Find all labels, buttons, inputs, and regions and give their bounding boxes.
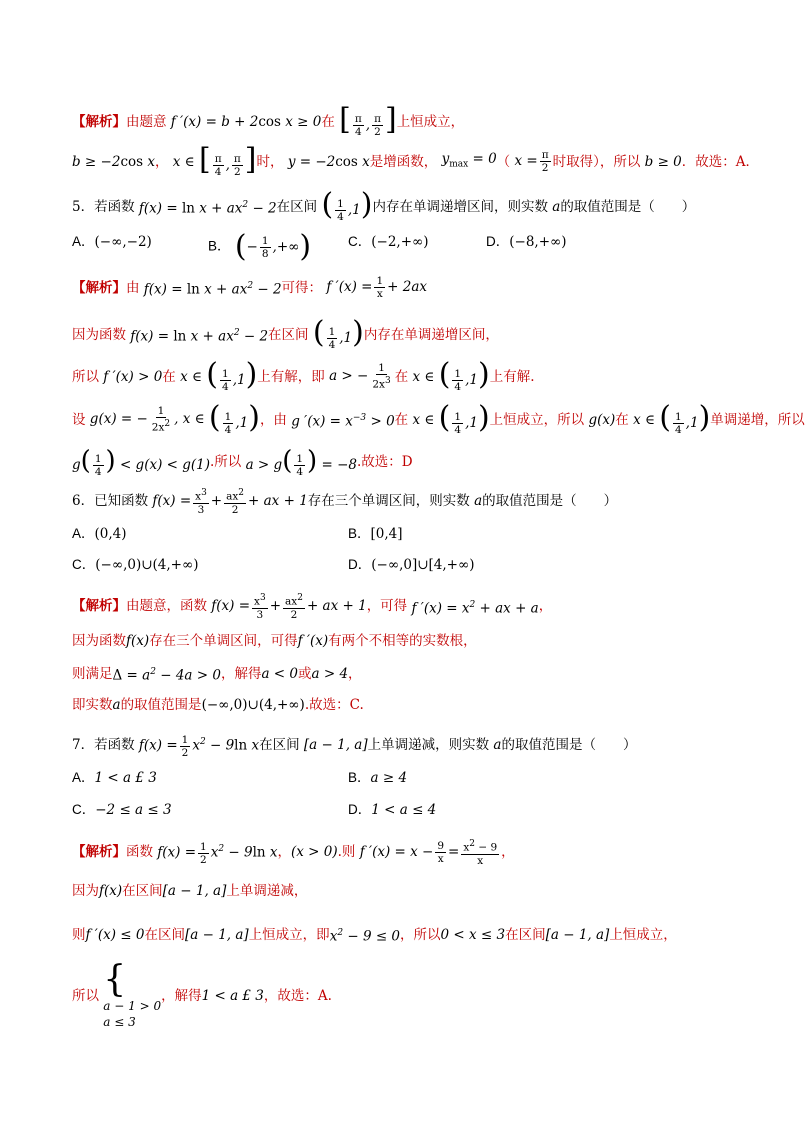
math-interval: ( $\frac{1}{4}$ ,1) <box>438 400 490 436</box>
option-6-d[interactable]: D．(−∞,0]∪[4,+∞) <box>348 557 475 573</box>
math-expr: f(x) = $\frac{x3}{3}$ + $\frac{ax2}{2}$ + ax + 1 <box>152 488 308 516</box>
math-expr: x ∈ <box>172 153 195 170</box>
option-6-b[interactable]: B．[0,4] <box>348 526 403 542</box>
math-expr: f ′(x) > 0 <box>103 368 163 385</box>
option-6-a[interactable]: A．(0,4) <box>72 526 127 542</box>
math-expr: f ′(x) = x − $\frac{9}{x}$ = $\frac{x2 - 9}{x}$ <box>359 839 498 867</box>
option-6-c[interactable]: C．(−∞,0)∪(4,+∞) <box>72 557 199 573</box>
math-expr: f $'(x) = x^2$ + ax + a <box>411 599 539 616</box>
math-expr: g(x) = − $\frac{1}{2x2}$ , x ∈ <box>89 405 205 434</box>
analysis-5-line-4: 设 g(x) = − $\frac{1}{2x2}$ , x ∈ ( $\frac{1}{4}$ ,1)，由 g $'(x) = x^{-3} > 0$在 x ∈ ( $\frac{1}{4}$ ,1)上恒成立，所以 g(x)在 x ∈ ( $\frac{1}{4}$ ,1)单调递增，所以 <box>72 400 805 436</box>
analysis-4-line-2: b ≥ −2cos x， x ∈ [ $\frac{\pi}{4}$ , $\frac{\pi}{2}$ ]时， y = −2cos x是增函数， $y_{max} = 0$（ x = $\frac{\pi}{2}$ 时取得），所以 b ≥ 0．故选：A． <box>72 142 760 178</box>
analysis-label: 【解析】 <box>72 598 126 614</box>
math-expr: $f(x) = \ln x + ax^2 - 2$ <box>138 199 277 217</box>
math-interval: ( − $\frac{1}{8}$ ,+∞ ) <box>234 229 312 264</box>
option-5-d[interactable]: D．(−8,+∞) <box>486 234 567 250</box>
math-interval: ( $\frac{1}{4}$ ,1) <box>321 187 373 223</box>
analysis-7-line-3: 则f ′(x) ≤ 0在区间[a − 1, a]上恒成立，即$x^2 - 9 \le 0$，所以0 < x ≤ 3在区间[a − 1, a]上恒成立， <box>72 926 677 945</box>
math-expr: y = −2cos x <box>287 153 370 170</box>
math-expr: x = $\frac{\pi}{2}$ <box>514 149 549 174</box>
math-interval: ( $\frac{1}{4}$ ,1) <box>312 315 364 351</box>
option-5-c[interactable]: C．(−2,+∞) <box>348 234 429 250</box>
math-interval: ( $\frac{1}{4}$ ,1) <box>659 400 711 436</box>
math-expr: f ′(x) = $\frac{1}{x}$ + 2ax <box>326 275 427 300</box>
analysis-5-line-2: 因为函数 $f(x) = \ln x + ax^2 - 2$在区间 ( $\frac{1}{4}$ ,1)内存在单调递增区间， <box>72 315 499 351</box>
option-5-a[interactable]: A．(−∞,−2) <box>72 234 152 250</box>
math-expr: g( $\frac{1}{4}$ ) < g(x) < g(1) <box>72 446 210 478</box>
math-interval: ( $\frac{1}{4}$ ,1) <box>208 400 260 436</box>
math-expr: f ′(x) = b + 2cos x ≥ 0 <box>170 113 322 130</box>
analysis-label: 【解析】 <box>72 844 126 860</box>
analysis-7-line-2: 因为f(x)在区间[a − 1, a]上单调递减， <box>72 882 308 899</box>
analysis-6-line-2: 因为函数f(x)存在三个单调区间，可得f ′(x)有两个不相等的实数根， <box>72 632 477 649</box>
analysis-label: 【解析】 <box>72 279 126 295</box>
analysis-6-line-4: 即实数a的取值范围是(−∞,0)∪(4,+∞).故选：C. <box>72 696 364 713</box>
question-6: 6．已知函数 f(x) = $\frac{x3}{3}$ + $\frac{ax2}{2}$ + ax + 1存在三个单调区间，则实数 a的取值范围是（ ） <box>72 488 618 516</box>
math-expr: a > g( $\frac{1}{4}$ ) = −8 <box>245 446 357 478</box>
math-expr: a > − $\frac{1}{2x3}$ <box>329 362 391 391</box>
math-expr: g $'(x) = x^{-3} > 0$ <box>291 412 395 430</box>
analysis-5-line-3: 所以 f ′(x) > 0在 x ∈ ( $\frac{1}{4}$ ,1)上有解，即 a > − $\frac{1}{2x3}$ 在 x ∈ ( $\frac{1}{4}$ ,1)上有解. <box>72 357 535 393</box>
math-expr: b ≥ 0 <box>644 153 682 170</box>
math-expr: $f(x) = \ln x + ax^2 - 2$ <box>143 280 282 298</box>
analysis-6-line-3: 则满足$\Delta = a^2 - 4a > 0$，解得a < 0或a > 4， <box>72 662 362 686</box>
math-expr: $y_{max} = 0$ <box>441 150 497 170</box>
math-expr: f(x) = $\frac{1}{2}$ $x^2 - 9\ln$ x <box>157 840 278 866</box>
math-interval: [ $\frac{\pi}{4}$ , $\frac{\pi}{2}$ ] <box>198 142 257 178</box>
analysis-6-line-1: 【解析】由题意，函数 f(x) = $\frac{x3}{3}$ + $\frac{ax2}{2}$ + ax + 1，可得 f $'(x) = x^2$ + ax + a， <box>72 593 553 621</box>
math-expr: $f(x) = \ln x + ax^2 - 2$ <box>130 327 269 345</box>
math-expr: f(x) = $\frac{x3}{3}$ + $\frac{ax2}{2}$ + ax + 1 <box>211 593 367 621</box>
option-7-a[interactable]: A．1 < a £ 3 <box>72 770 157 786</box>
analysis-7-line-1: 【解析】函数 f(x) = $\frac{1}{2}$ $x^2 - 9\ln$ x，(x > 0).则 f ′(x) = x − $\frac{9}{x}$ = $\frac{x2 - 9}{x}$ ， <box>72 839 515 867</box>
analysis-7-line-4: 所以 { a − 1 > 0 a ≤ 3 ，解得1 < a £ 3，故选：A. <box>72 959 332 1029</box>
question-5: 5．若函数 $f(x) = \ln x + ax^2 - 2$在区间 ( $\frac{1}{4}$ ,1)内存在单调递增区间，则实数 a的取值范围是（ ） <box>72 187 696 223</box>
analysis-4-line-1: 【解析】由题意 f ′(x) = b + 2cos x ≥ 0在 [ $\frac{\pi}{4}$ , $\frac{\pi}{2}$ ]上恒成立， <box>72 102 465 138</box>
analysis-5-line-1: 【解析】由 $f(x) = \ln x + ax^2 - 2$可得： f ′(x) = $\frac{1}{x}$ + 2ax <box>72 275 427 300</box>
analysis-5-line-5: g( $\frac{1}{4}$ ) < g(x) < g(1).所以 a > g( $\frac{1}{4}$ ) = −8.故选：D <box>72 446 413 478</box>
math-system: { a − 1 > 0 a ≤ 3 <box>103 959 162 1029</box>
analysis-label: 【解析】 <box>72 113 126 129</box>
question-7: 7．若函数 f(x) = $\frac{1}{2}$ $x^2 - 9\ln$ x在区间 [a − 1, a]上单调递减，则实数 a的取值范围是（ ） <box>72 733 637 759</box>
math-interval: ( $\frac{1}{4}$ ,1) <box>206 357 258 393</box>
option-7-c[interactable]: C．−2 ≤ a ≤ 3 <box>72 802 172 818</box>
math-interval: ( $\frac{1}{4}$ ,1) <box>438 357 490 393</box>
math-interval: [ $\frac{\pi}{4}$ , $\frac{\pi}{2}$ ] <box>339 102 397 138</box>
math-expr: $\Delta = a^2 - 4a > 0$ <box>112 667 221 684</box>
option-5-b[interactable]: B． ( − $\frac{1}{8}$ ,+∞ ) <box>208 229 312 264</box>
option-7-b[interactable]: B．a ≥ 4 <box>348 770 408 786</box>
option-7-d[interactable]: D．1 < a ≤ 4 <box>348 802 437 818</box>
math-expr: b ≥ −2cos x <box>72 153 155 170</box>
math-expr: f(x) = $\frac{1}{2}$ $x^2 - 9\ln$ x <box>138 733 260 759</box>
